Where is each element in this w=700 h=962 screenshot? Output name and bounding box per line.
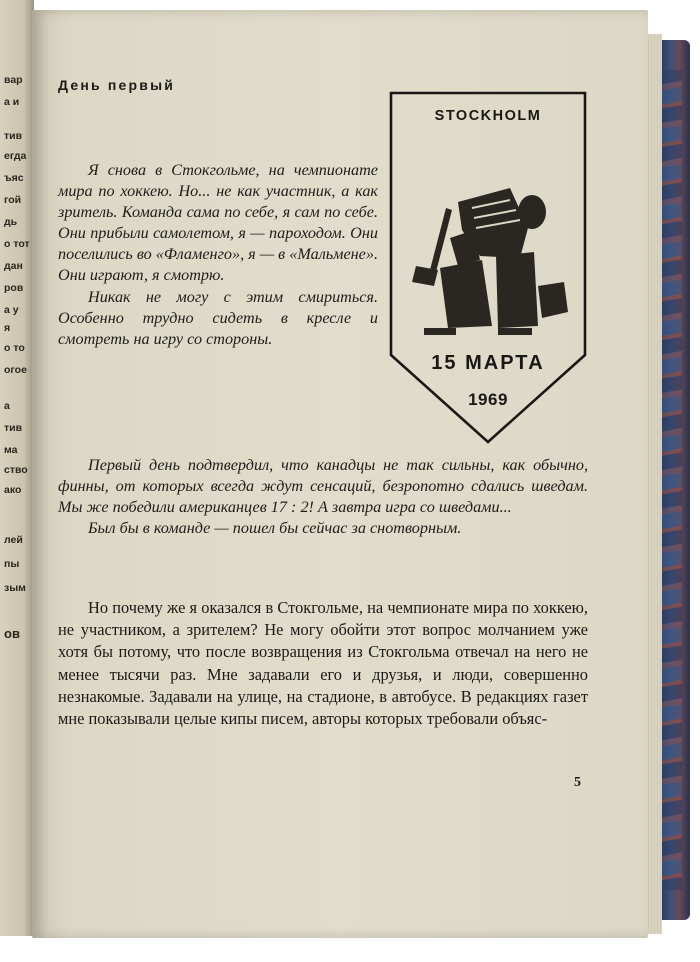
italic-continuation — [58, 455, 588, 539]
body-paragraph: Но почему же я оказался в Стокгольме, на чемпионате мира по хоккею, не участником, а зрителем? Не могу обойти этот вопрос молчанием уже хотя бы потому, что после возвращения из Стокгольма отвечал на него не менее тысячи раз. Мне задавали его и друзья, и люди, совершенно незнакомые. Задавали на улице, на стадионе, в автобусе. В редакциях газет мне показывали целые кипы писем, авторы которых требовали объяс- — [58, 598, 588, 729]
facing-line: лей — [4, 534, 23, 546]
facing-line: ров — [4, 282, 24, 294]
page-number: 5 — [574, 775, 581, 790]
stockholm-pennant — [388, 90, 588, 445]
facing-line: ако — [4, 484, 22, 496]
pennant-city: STOCKHOLM — [434, 108, 542, 124]
facing-line: ство — [4, 464, 28, 476]
pennant-year: 1969 — [468, 390, 508, 409]
facing-line: вар — [4, 74, 23, 86]
hockey-goalkeeper-emblem-icon — [412, 188, 568, 335]
facing-page-edge — [0, 0, 34, 936]
facing-line: я — [4, 322, 11, 334]
facing-line: дан — [4, 260, 23, 272]
italic-paragraph: Был бы в команде — пошел бы сейчас за снотворным. — [88, 519, 462, 538]
body-text — [58, 597, 588, 730]
facing-line: зым — [4, 582, 26, 594]
facing-line: пы — [4, 558, 20, 570]
facing-line: огое — [4, 364, 27, 376]
facing-line: ов — [4, 626, 20, 641]
facing-line: а — [4, 400, 10, 412]
chapter-heading: День первый — [58, 77, 176, 93]
italic-paragraph: Никак не могу с этим смириться. Особенно трудно сидеть в кресле и смотреть на игру со стороны. — [58, 287, 378, 348]
facing-line: дь — [4, 216, 18, 228]
facing-line: ма — [4, 444, 18, 456]
italic-paragraph: Я снова в Стокгольме, на чемпионате мира по хоккею. Но... не как участник, а как зритель. Команда сама по себе, я сам по себе. Они прибыли самолетом, я — пароходом. Они поселились во «Фламенго», я — в «Мальмене». Они играют, я смотрю. — [58, 161, 378, 285]
pennant-date: 15 МАРТА — [431, 352, 545, 374]
facing-line: о тот — [4, 238, 30, 250]
facing-line: а у — [4, 304, 19, 316]
facing-line: а и — [4, 96, 20, 108]
facing-line: гой — [4, 194, 22, 206]
italic-paragraph: Первый день подтвердил, что канадцы не так сильны, как обычно, финны, от которых всегда ждут сенсаций, безропотно сдались шведам. Мы же победили американцев 17 : 2! А завтра игра со шведами... — [58, 456, 588, 517]
facing-line: ъяс — [4, 172, 24, 184]
facing-line: егда — [4, 150, 27, 162]
facing-line: о то — [4, 342, 25, 354]
facing-line: тив — [4, 130, 23, 142]
facing-line: тив — [4, 422, 23, 434]
italic-intro — [58, 160, 378, 350]
